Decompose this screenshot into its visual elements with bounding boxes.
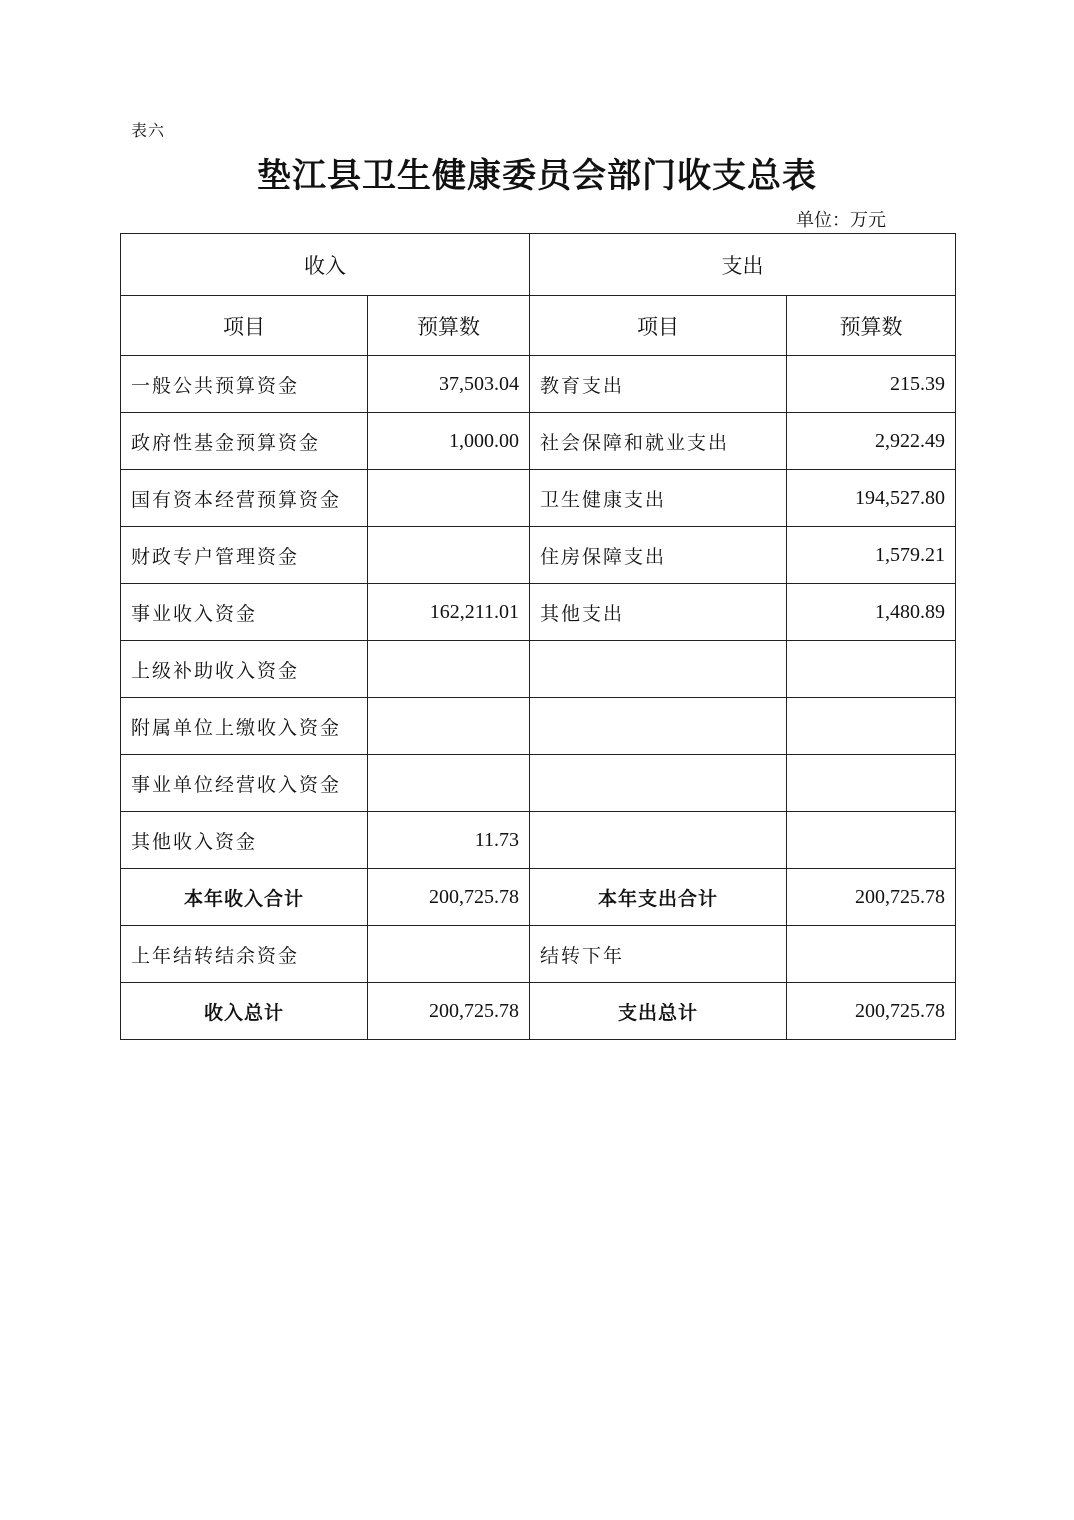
table-row (121, 755, 956, 812)
income-total-label: 收入总计 (121, 983, 368, 1040)
expenditure-carryover-label: 结转下年 (530, 926, 787, 983)
expenditure-value-cell (787, 698, 956, 755)
expenditure-budget-column-header: 预算数 (787, 296, 956, 356)
income-subtotal-value: 200,725.78 (368, 869, 530, 926)
income-carryover-value (368, 926, 530, 983)
carryover-row (121, 926, 956, 983)
income-value-cell (368, 755, 530, 812)
page-title: 垫江县卫生健康委员会部门收支总表 (257, 156, 817, 196)
income-section-header: 收入 (121, 234, 530, 296)
expenditure-subtotal-value: 200,725.78 (787, 869, 956, 926)
income-value-cell (368, 527, 530, 584)
expenditure-item-cell (530, 812, 787, 869)
income-value-cell (368, 470, 530, 527)
expenditure-item-cell (530, 698, 787, 755)
expenditure-item-cell: 住房保障支出 (530, 527, 787, 584)
income-item-cell: 政府性基金预算资金 (121, 413, 368, 470)
subtotal-row (121, 869, 956, 926)
income-item-cell: 附属单位上缴收入资金 (121, 698, 368, 755)
income-subtotal-label: 本年收入合计 (121, 869, 368, 926)
expenditure-value-cell: 1,480.89 (787, 584, 956, 641)
table-row (121, 584, 956, 641)
income-item-cell: 一般公共预算资金 (121, 356, 368, 413)
income-value-cell (368, 698, 530, 755)
table-row (121, 812, 956, 869)
column-header-row (121, 296, 956, 356)
expenditure-value-cell: 1,579.21 (787, 527, 956, 584)
income-value-cell: 162,211.01 (368, 584, 530, 641)
expenditure-value-cell: 194,527.80 (787, 470, 956, 527)
expenditure-item-cell: 其他支出 (530, 584, 787, 641)
income-item-cell: 上级补助收入资金 (121, 641, 368, 698)
income-item-column-header: 项目 (121, 296, 368, 356)
income-item-cell: 其他收入资金 (121, 812, 368, 869)
expenditure-carryover-value (787, 926, 956, 983)
total-row (121, 983, 956, 1040)
income-budget-column-header: 预算数 (368, 296, 530, 356)
expenditure-item-cell: 卫生健康支出 (530, 470, 787, 527)
income-value-cell (368, 641, 530, 698)
income-value-cell: 37,503.04 (368, 356, 530, 413)
income-item-cell: 事业收入资金 (121, 584, 368, 641)
expenditure-item-cell: 教育支出 (530, 356, 787, 413)
table-row (121, 413, 956, 470)
expenditure-total-value: 200,725.78 (787, 983, 956, 1040)
expenditure-value-cell (787, 755, 956, 812)
income-item-cell: 国有资本经营预算资金 (121, 470, 368, 527)
expenditure-subtotal-label: 本年支出合计 (530, 869, 787, 926)
expenditure-value-cell: 215.39 (787, 356, 956, 413)
expenditure-section-header: 支出 (530, 234, 956, 296)
table-row (121, 356, 956, 413)
expenditure-value-cell (787, 812, 956, 869)
expenditure-item-cell (530, 641, 787, 698)
table-row (121, 527, 956, 584)
table-row (121, 470, 956, 527)
income-value-cell: 1,000.00 (368, 413, 530, 470)
income-carryover-label: 上年结转结余资金 (121, 926, 368, 983)
table-row (121, 641, 956, 698)
expenditure-item-cell: 社会保障和就业支出 (530, 413, 787, 470)
table-row (121, 698, 956, 755)
table-label: 表六 (131, 121, 166, 140)
expenditure-total-label: 支出总计 (530, 983, 787, 1040)
income-total-value: 200,725.78 (368, 983, 530, 1040)
expenditure-value-cell (787, 641, 956, 698)
income-value-cell: 11.73 (368, 812, 530, 869)
unit-label: 单位：万元 (796, 210, 886, 231)
expenditure-item-cell (530, 755, 787, 812)
income-item-cell: 事业单位经营收入资金 (121, 755, 368, 812)
budget-summary-table (120, 233, 956, 1040)
expenditure-value-cell: 2,922.49 (787, 413, 956, 470)
expenditure-item-column-header: 项目 (530, 296, 787, 356)
section-header-row (121, 234, 956, 296)
income-item-cell: 财政专户管理资金 (121, 527, 368, 584)
